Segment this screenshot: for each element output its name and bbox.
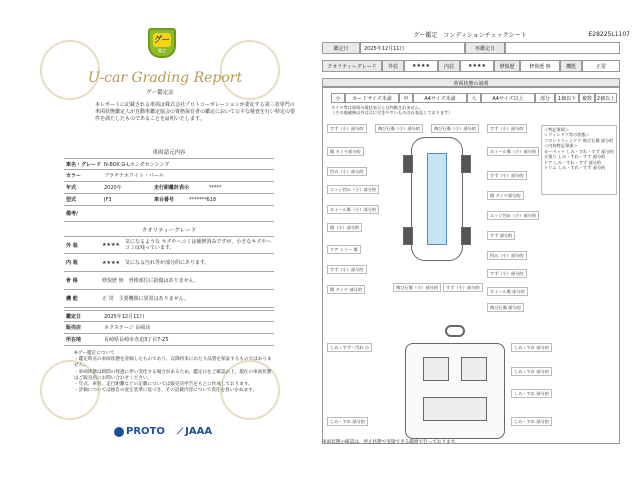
seat-front-right bbox=[461, 357, 487, 381]
quality-row bbox=[64, 272, 274, 290]
damage-label: 飛び石傷（小）部分的 bbox=[393, 283, 441, 292]
count-single-desc: 1個以下 bbox=[555, 93, 579, 103]
grade-item-value: 正常 bbox=[582, 60, 620, 72]
quality-stars: ★★★★ bbox=[102, 242, 120, 248]
damage-label: 飛び石傷（小）部分的 bbox=[375, 124, 423, 133]
grade-item-value: ★★★★ bbox=[404, 60, 438, 72]
special-notes-box bbox=[541, 125, 617, 195]
grade-item-label: 内装 bbox=[438, 60, 460, 72]
row-value: プラチナホワイト・パール bbox=[104, 173, 164, 179]
row-extra-value: *******618 bbox=[189, 196, 217, 203]
special-item: 天張り しみ・すれ・すず 部分的 bbox=[544, 154, 606, 160]
steering-wheel-icon bbox=[445, 325, 465, 337]
car-interior-view bbox=[405, 343, 505, 439]
note-item: ・車両状態は時間の経過に伴い変化する場合があるため、鑑定日をご確認の上、現在の車両状態はご販売店にお問い合わせください。 bbox=[74, 369, 272, 381]
issue-value: ネクステージ 長崎店 bbox=[104, 325, 151, 331]
quality-row bbox=[64, 254, 274, 272]
note-item: ・鑑定時点の車両状態を評価したものであり、以降将来にわたり品質を保証するものではありません。 bbox=[74, 357, 272, 369]
interior-damage-label: しみ・すれ 部分的 bbox=[511, 389, 552, 398]
sheet-id: E28225L1107 bbox=[588, 31, 630, 38]
damage-label: 凹み（小）部分的 bbox=[487, 251, 527, 260]
quality-text: 気になるような キズやヘコミは補修済みですが、小さなキズやヘコミは残っています。 bbox=[124, 238, 272, 251]
quality-text: 気になる汚れ等が部分的にあります。 bbox=[124, 260, 210, 266]
row-extra-value: ***** bbox=[209, 184, 222, 191]
interior-damage-label: しみ・すれ 部分的 bbox=[511, 343, 552, 352]
size-large-desc: A4サイズ以上 bbox=[481, 93, 535, 103]
state-title: 車両状態の説明 bbox=[322, 78, 620, 88]
row-extra-label: 走行距離計表示 bbox=[154, 185, 190, 191]
jaaa-logo-icon: ⟋ bbox=[176, 426, 184, 437]
vehicle-row bbox=[64, 206, 274, 222]
certificate-intro: 本レポートに記載される車両は株式会社プロトコーポレーションが委託する第三者専門の車両状態鑑定人が自動車鑑定協会の資格保有者の鑑定において公平な検査を行い特定の要件を満たしたものであることを証明いたします。 bbox=[95, 102, 296, 122]
row-label: 備考/ bbox=[66, 211, 78, 217]
vehicle-row bbox=[64, 158, 274, 170]
issue-value: 2025年12月11日 bbox=[104, 313, 145, 320]
note-item: ・年式、車名、走行距離などの記載については販売店申告をもとに作成しております。 bbox=[74, 381, 253, 387]
jaaa-logo bbox=[177, 426, 212, 437]
damage-label: 傷 タイヤ 部分的 bbox=[327, 285, 365, 294]
special-item: ドア しみ・すれ・すず 部分的 bbox=[544, 159, 602, 165]
vehicle-row bbox=[64, 170, 274, 182]
sheet-title: グー鑑定 コンディションチェックシート bbox=[413, 32, 527, 39]
damage-label: すず 部分的 bbox=[487, 231, 515, 240]
seat-front-left bbox=[423, 357, 449, 381]
quality-row bbox=[64, 290, 274, 308]
seat-rear bbox=[423, 397, 487, 421]
condition-check-sheet bbox=[320, 30, 630, 450]
row-extra-label: 車台番号 bbox=[154, 197, 175, 203]
interior-damage-label: しみ・すれ 部分的 bbox=[327, 417, 368, 426]
notes-title: ※グー鑑定について bbox=[74, 351, 115, 356]
legend-note-1: タイヤ等は車両の現状表示とは判断されません。 bbox=[331, 105, 424, 110]
row-label: カラー bbox=[66, 173, 82, 179]
damage-label: 凹み（小）部分的 bbox=[327, 167, 367, 176]
legend-note-2: （その他補修以外は目に付きやすいもののみ表記しております） bbox=[331, 110, 453, 115]
badge-text-bottom: 鑑定 bbox=[158, 47, 166, 53]
sheet-footer-note: 車両状態の確認は、停止状態で実施できる範囲で行っております。 bbox=[322, 440, 460, 445]
proto-logo-text: PROTO bbox=[126, 426, 165, 437]
issue-label: 所在地 bbox=[66, 337, 82, 343]
wheel-front-right bbox=[461, 155, 471, 173]
grade-item-label: 外装 bbox=[382, 60, 404, 72]
damage-label: ホイール傷 部分的 bbox=[487, 287, 528, 296]
interior-damage-label: しみ・すれ 部分的 bbox=[511, 367, 552, 376]
special-item: ＜内装特記事項＞ bbox=[544, 143, 578, 149]
issue-row bbox=[64, 322, 274, 334]
damage-label: すず（小）部分的 bbox=[327, 124, 367, 133]
row-value: 2020年 bbox=[104, 185, 122, 191]
vehicle-section-heading: 車両請元内容 bbox=[152, 150, 186, 156]
badge-text-top: グー bbox=[153, 33, 171, 47]
damage-diagram bbox=[322, 86, 620, 444]
quality-stars: ★★★★ bbox=[102, 259, 120, 266]
damage-label: すず（小）部分的 bbox=[487, 269, 527, 278]
damage-label: 飛び石傷 部分的 bbox=[487, 303, 524, 312]
certificate-table bbox=[64, 146, 274, 346]
damage-label: すず（小）部分的 bbox=[443, 283, 483, 292]
reinspect-value bbox=[505, 42, 620, 54]
row-value: JF3 bbox=[104, 196, 112, 203]
damage-label: ホイール傷（小）部分的 bbox=[487, 147, 539, 156]
special-item: トリム しみ・すれ・すず 部分的 bbox=[544, 165, 606, 171]
logo-row bbox=[114, 426, 212, 437]
car-roof-glass bbox=[427, 153, 447, 245]
quality-label: 機 能 bbox=[66, 296, 78, 302]
date-value: 2025年12月11日 bbox=[360, 42, 465, 54]
row-label: 型式 bbox=[66, 197, 77, 203]
certificate-title: U-car Grading Report bbox=[87, 70, 243, 86]
special-item: ＜ウィンドウ等の状態＞ bbox=[544, 132, 590, 138]
certificate-notes bbox=[74, 351, 274, 394]
damage-label: 傷（小）部分的 bbox=[327, 223, 362, 232]
quality-stars: 正 常 bbox=[102, 296, 114, 302]
count-single: 部分 bbox=[535, 93, 555, 103]
grade-label: クオリティーグレード bbox=[322, 60, 382, 72]
row-label: 車名・グレード bbox=[66, 161, 102, 168]
damage-label: すず（小）部分的 bbox=[327, 265, 367, 274]
note-item: ・評価については独自の査定基準に基づき、その記載内容について責任を負いかねます。 bbox=[74, 388, 258, 394]
issue-label: 販売店 bbox=[66, 325, 82, 331]
wheel-rear-left bbox=[403, 227, 413, 245]
quality-label: 内 装 bbox=[66, 260, 78, 266]
certificate-subtitle: グー鑑定証 bbox=[146, 90, 174, 96]
quality-row bbox=[64, 236, 274, 254]
issue-row bbox=[64, 334, 274, 346]
vehicle-row bbox=[64, 182, 274, 194]
size-medium: 中 bbox=[399, 93, 413, 103]
vehicle-row bbox=[64, 194, 274, 206]
grade-item-value: ★★★★ bbox=[460, 60, 494, 72]
quality-text: 主要機関に異常はありません。 bbox=[118, 296, 189, 302]
damage-label: エッジ凹み（小）部分的 bbox=[487, 211, 539, 220]
special-item: カーペット しみ・すれ・すず 部分的 bbox=[544, 148, 614, 154]
interior-damage-label: しみ・すれ 部分的 bbox=[511, 417, 552, 426]
proto-logo bbox=[114, 426, 165, 437]
wheel-rear-right bbox=[461, 227, 471, 245]
row-label: 年式 bbox=[66, 185, 77, 191]
count-multi: 複数 bbox=[579, 93, 595, 103]
damage-label: すず（小）部分的 bbox=[487, 171, 527, 180]
grade-item-label: 修復歴 bbox=[494, 60, 520, 72]
damage-label: 飛び石傷（小）部分的 bbox=[431, 124, 479, 133]
damage-label: すず（小）部分的 bbox=[487, 124, 527, 133]
size-medium-desc: A4サイズ未満 bbox=[413, 93, 467, 103]
date-label: 鑑定日 bbox=[322, 42, 360, 54]
jaaa-logo-text: JAAA bbox=[185, 426, 213, 437]
interior-damage-label: しみ・すず・汚れ 小 bbox=[327, 343, 372, 352]
special-item: フロントウィンドウ 飛び石傷 部分的 bbox=[544, 137, 614, 143]
size-small-desc: カードサイズ未満 bbox=[345, 93, 399, 103]
row-value: N-BOX G-Lホンダセンシング bbox=[104, 161, 170, 168]
grade-item-label: 機能 bbox=[560, 60, 582, 72]
wheel-front-left bbox=[403, 155, 413, 173]
damage-label: ドア ミラー 傷 bbox=[327, 245, 361, 254]
damage-label: エッジ凹み（小）部分的 bbox=[327, 185, 379, 194]
size-large: 大 bbox=[467, 93, 481, 103]
issue-label: 鑑定日 bbox=[66, 313, 82, 320]
quality-text: 骨格部位に損傷はありません。 bbox=[128, 278, 199, 284]
quality-stars: 修復歴 無 bbox=[102, 278, 124, 284]
size-small: 小 bbox=[331, 93, 345, 103]
issue-value: 長崎県長崎市赤迫3丁目7-25 bbox=[104, 337, 169, 343]
count-multi-desc: 2個以上 bbox=[595, 93, 617, 103]
damage-label: 傷 タイヤ部分的 bbox=[327, 147, 364, 156]
issue-row bbox=[64, 310, 274, 322]
quality-label: 骨 格 bbox=[66, 278, 78, 284]
reinspect-label: 再鑑定日 bbox=[465, 42, 505, 54]
grade-item-value: 修復歴 無 bbox=[520, 60, 560, 72]
proto-logo-icon bbox=[114, 427, 124, 437]
quality-section-heading: クオリティーグレード bbox=[141, 228, 197, 234]
special-title: ＜特記事項＞ bbox=[544, 127, 570, 132]
damage-label: 傷 タイヤ部分的 bbox=[487, 191, 524, 200]
quality-label: 外 装 bbox=[66, 242, 78, 249]
goo-kantei-badge bbox=[148, 28, 176, 58]
damage-label: ホイール傷（小）部分的 bbox=[327, 205, 379, 214]
